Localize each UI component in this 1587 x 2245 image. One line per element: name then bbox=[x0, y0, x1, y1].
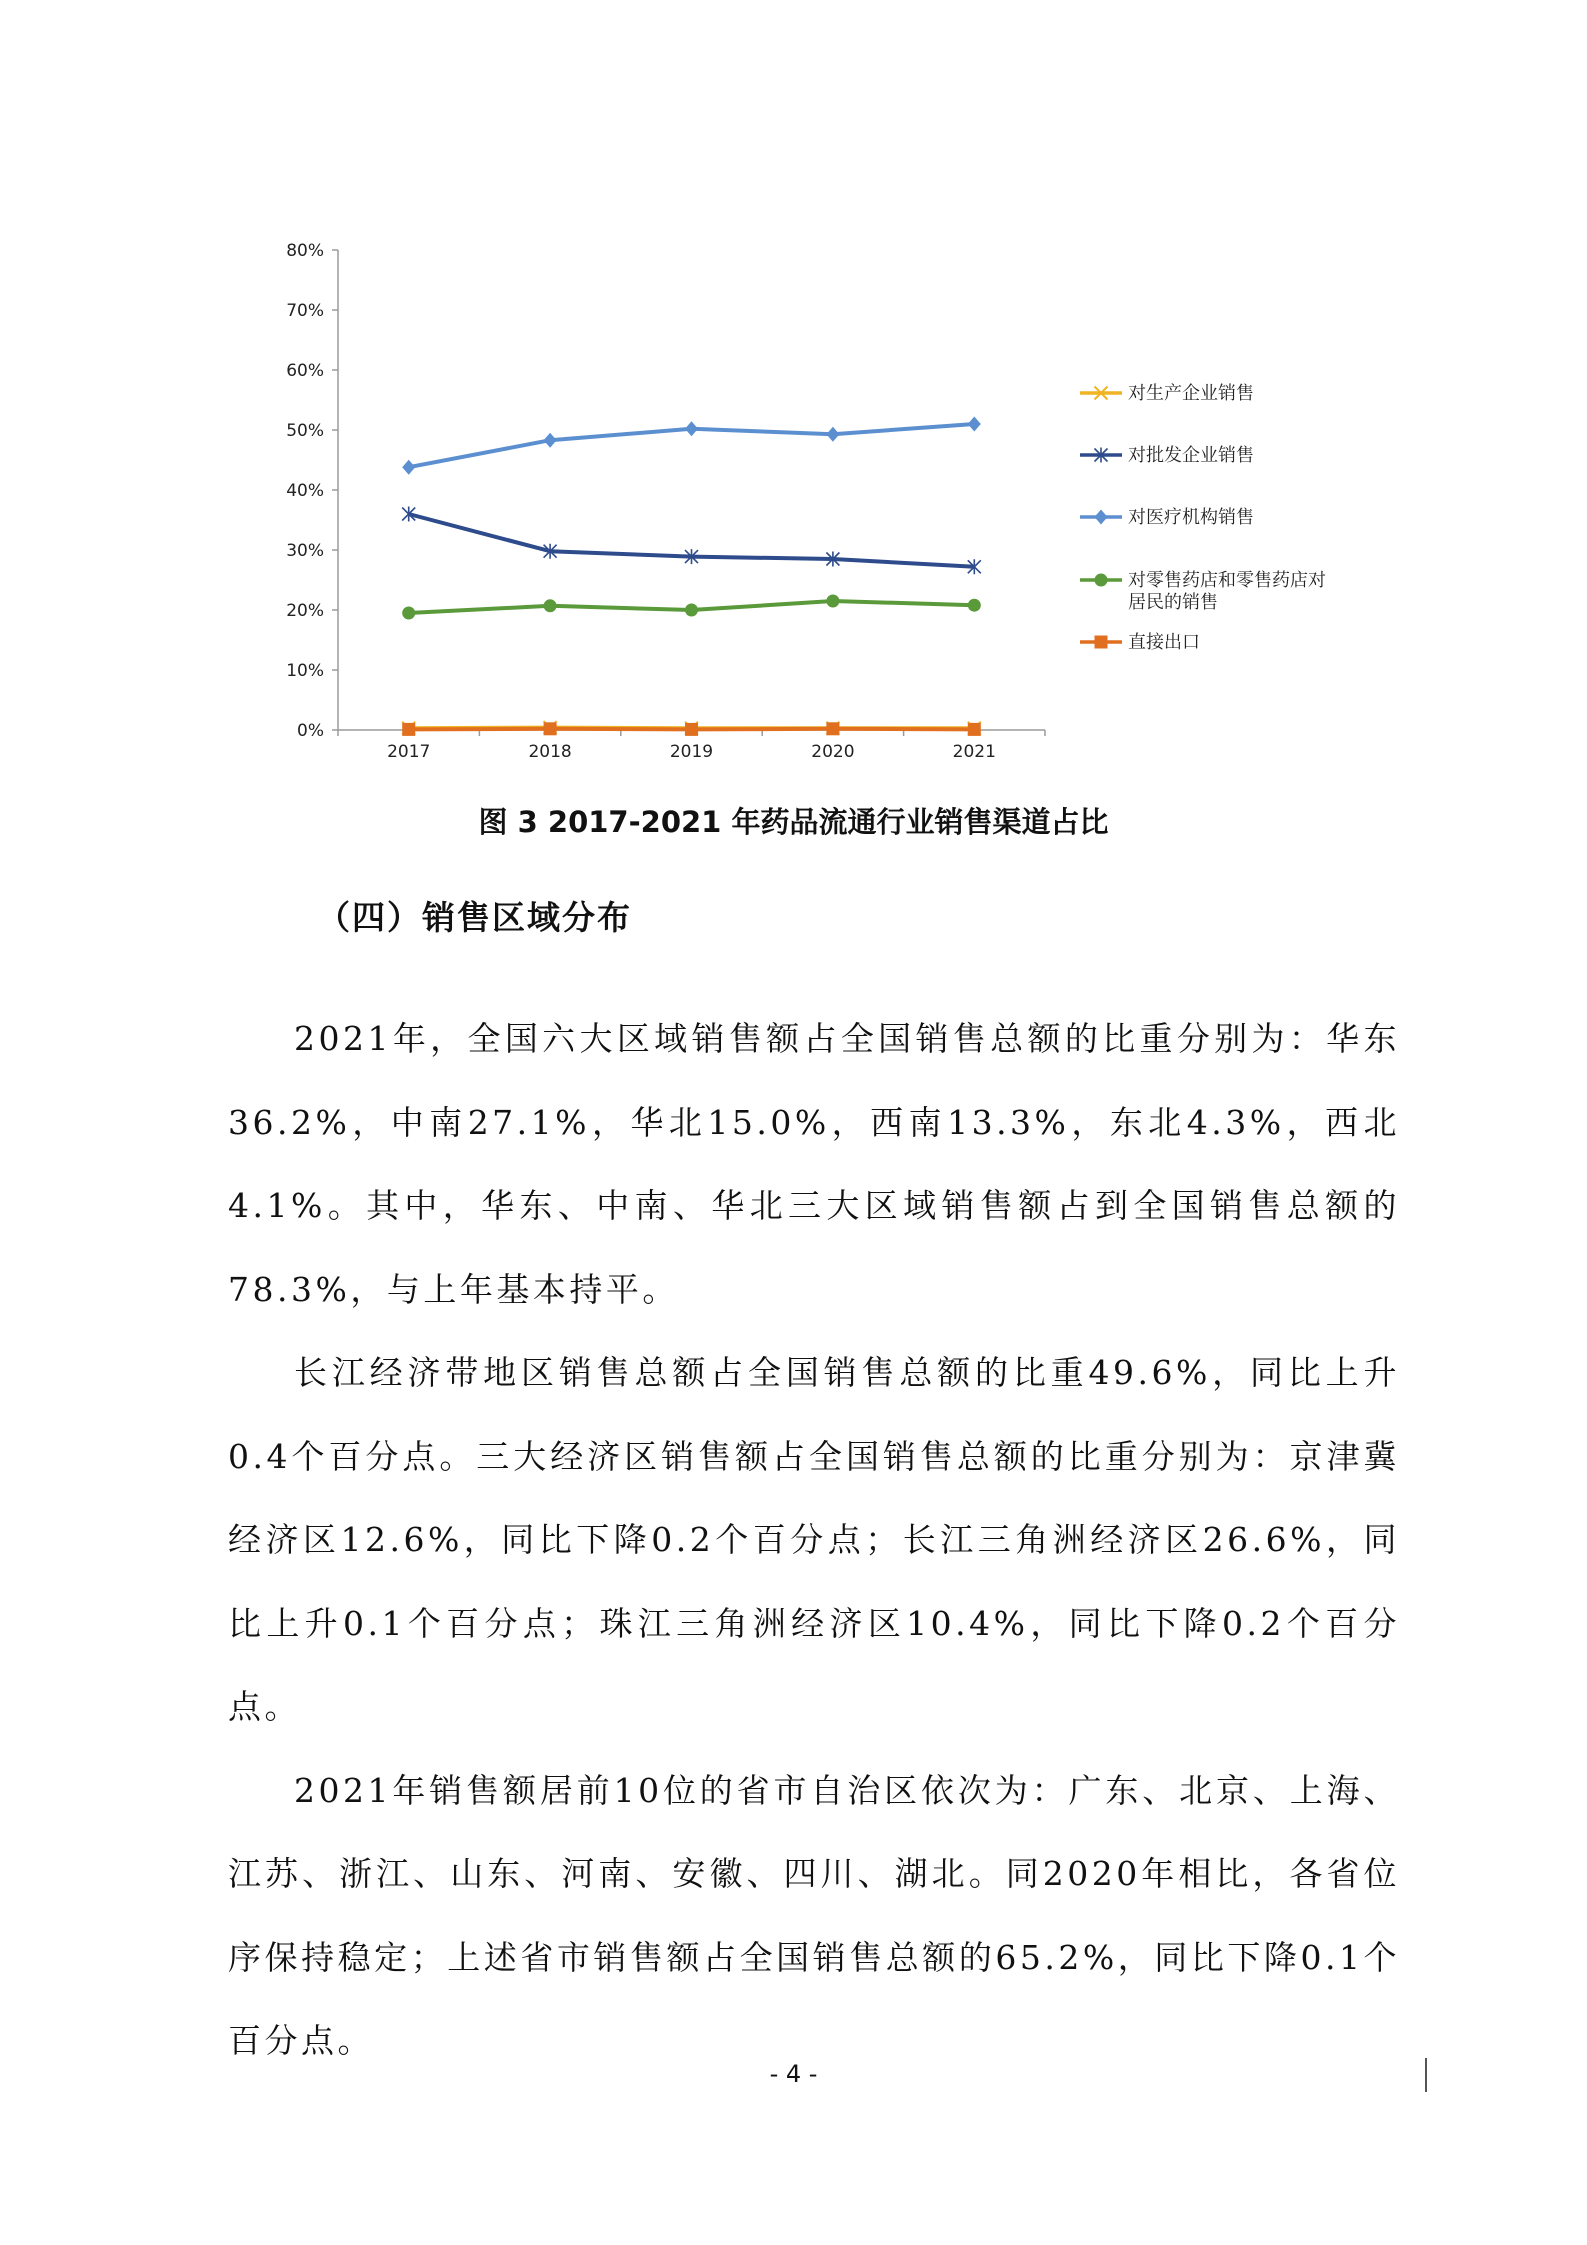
paragraph-economic-zones: 长江经济带地区销售总额占全国销售总额的比重49.6%，同比上升0.4个百分点。三大经济区销售额占全国销售总额的比重分别为：京津冀经济区12.6%，同比下降0.2个百分点；长江三角洲经济区26.6%，同比上升0.1个百分点；珠江三角洲经济区10.4%，同比下降0.2个百分点。 bbox=[228, 1353, 1400, 1726]
data-point bbox=[402, 723, 415, 736]
series-3 bbox=[402, 595, 981, 620]
data-point bbox=[685, 421, 698, 436]
data-point bbox=[544, 433, 557, 448]
marker-diamond bbox=[402, 460, 415, 475]
x-tick-label: 2017 bbox=[387, 742, 431, 762]
page-number: - 4 - bbox=[769, 2060, 818, 2088]
marker-square bbox=[402, 723, 415, 736]
marker-diamond bbox=[685, 421, 698, 436]
legend-label: 居民的销售 bbox=[1128, 592, 1218, 613]
paragraph-top-provinces: 2021年销售额居前10位的省市自治区依次为：广东、北京、上海、江苏、浙江、山东、河南、安徽、四川、湖北。同2020年相比，各省位序保持稳定；上述省市销售额占全国销售总额的65.2%，同比下降0.1个百分点。 bbox=[228, 1770, 1400, 2060]
legend-label: 对批发企业销售 bbox=[1128, 445, 1254, 466]
marker-circle bbox=[1095, 574, 1108, 587]
marker-diamond bbox=[1095, 510, 1108, 525]
body-text bbox=[228, 997, 1400, 2083]
y-tick-label: 50% bbox=[286, 421, 324, 441]
series-2 bbox=[402, 417, 981, 475]
data-point bbox=[968, 599, 981, 612]
legend-label: 对零售药店和零售药店对 bbox=[1128, 570, 1326, 591]
legend-item-1 bbox=[1080, 445, 1254, 466]
data-point bbox=[402, 460, 415, 475]
marker-diamond bbox=[826, 427, 839, 442]
data-point bbox=[685, 723, 698, 736]
legend-marker bbox=[1095, 510, 1108, 525]
data-point bbox=[402, 607, 415, 620]
sales-channel-line-chart bbox=[270, 230, 1380, 770]
legend-label: 对生产企业销售 bbox=[1128, 383, 1254, 404]
series-4 bbox=[402, 722, 981, 736]
marker-circle bbox=[826, 595, 839, 608]
figure-caption: 图 3 2017-2021 年药品流通行业销售渠道占比 bbox=[478, 805, 1109, 839]
marker-square bbox=[1095, 636, 1108, 649]
marker-square bbox=[968, 723, 981, 736]
legend-label: 对医疗机构销售 bbox=[1128, 507, 1254, 528]
legend-marker bbox=[1095, 574, 1108, 587]
y-tick-label: 30% bbox=[286, 541, 324, 561]
data-point bbox=[826, 595, 839, 608]
x-tick-label: 2019 bbox=[669, 742, 714, 762]
section-title: （四）销售区域分布 bbox=[317, 898, 632, 937]
y-tick-label: 60% bbox=[286, 361, 324, 381]
legend-item-2 bbox=[1080, 507, 1254, 528]
y-tick-label: 40% bbox=[286, 481, 324, 501]
data-point bbox=[968, 723, 981, 736]
marker-square bbox=[685, 723, 698, 736]
legend-item-0 bbox=[1080, 383, 1254, 404]
series-1 bbox=[402, 507, 981, 575]
marker-square bbox=[544, 722, 557, 735]
y-tick-label: 70% bbox=[286, 301, 324, 321]
x-tick-label: 2020 bbox=[811, 742, 855, 762]
data-point bbox=[968, 417, 981, 432]
marker-circle bbox=[968, 599, 981, 612]
marker-circle bbox=[544, 599, 557, 612]
y-tick-label: 0% bbox=[297, 721, 324, 741]
data-point bbox=[544, 599, 557, 612]
data-point bbox=[826, 427, 839, 442]
paragraph-regional-share: 2021年，全国六大区域销售额占全国销售总额的比重分别为：华东36.2%，中南27.1%，华北15.0%，西南13.3%，东北4.3%，西北4.1%。其中，华东、中南、华北三大区域销售额占到全国销售总额的78.3%，与上年基本持平。 bbox=[228, 1019, 1400, 1309]
marker-circle bbox=[685, 604, 698, 617]
margin-line bbox=[1425, 2058, 1427, 2092]
marker-square bbox=[826, 722, 839, 735]
data-point bbox=[544, 722, 557, 735]
y-tick-label: 20% bbox=[286, 601, 324, 621]
y-tick-label: 80% bbox=[286, 241, 324, 261]
marker-diamond bbox=[968, 417, 981, 432]
x-tick-label: 2021 bbox=[952, 742, 996, 762]
legend-item-4 bbox=[1080, 632, 1200, 653]
legend-marker bbox=[1095, 636, 1108, 649]
legend-item-3 bbox=[1080, 570, 1326, 613]
marker-circle bbox=[402, 607, 415, 620]
x-tick-label: 2018 bbox=[528, 742, 572, 762]
y-tick-label: 10% bbox=[286, 661, 324, 681]
data-point bbox=[685, 604, 698, 617]
marker-diamond bbox=[544, 433, 557, 448]
data-point bbox=[826, 722, 839, 735]
legend-label: 直接出口 bbox=[1128, 632, 1200, 653]
